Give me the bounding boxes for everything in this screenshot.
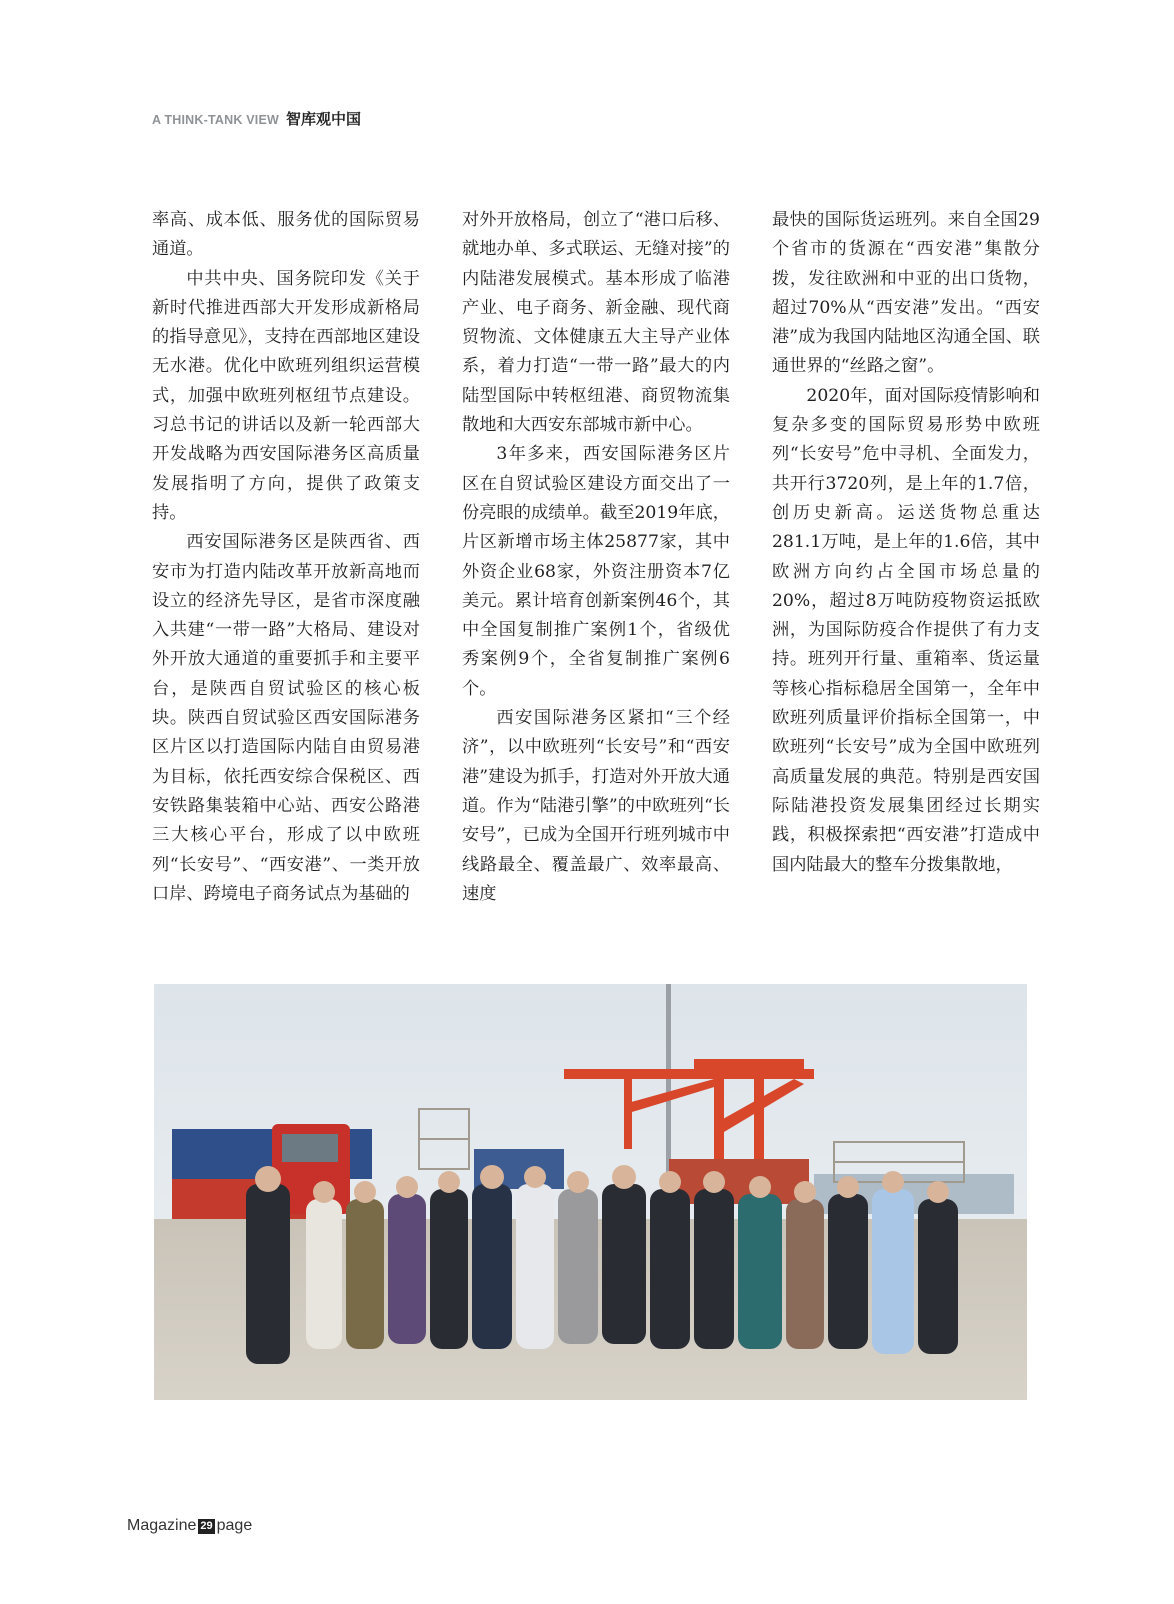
paragraph: 最快的国际货运班列。来自全国29个省市的货源在“西安港”集散分拨，发往欧洲和中亚的出口货物，超过70%从“西安港”发出。“西安港”成为我国内陆地区沟通全国、联通世界的“丝路之窗”。 xyxy=(772,210,1040,377)
paragraph: 率高、成本低、服务优的国际贸易通道。 xyxy=(152,210,420,260)
paragraph: 中共中央、国务院印发《关于新时代推进西部大开发形成新格局的指导意见》，支持在西部地区建设无水港。优化中欧班列组织运营模式，加强中欧班列枢纽节点建设。习总书记的讲话以及新一轮西部大开发战略为西安国际港务区高质量发展指明了方向，提供了政策支持。 xyxy=(152,268,420,523)
paragraph: 西安国际港务区紧扣“三个经济”，以中欧班列“长安号”和“西安港”建设为抓手，打造对外开放大通道。作为“陆港引擎”的中欧班列“长安号”，已成为全国开行班列城市中线路最全、覆盖最广、效率最高、速度 xyxy=(462,708,730,904)
paragraph: 3年多来，西安国际港务区片区在自贸试验区建设方面交出了一份亮眼的成绩单。截至2019年底，片区新增市场主体25877家，其中外资企业68家，外资注册资本7亿美元。累计培育创新案例46个，其中全国复制推广案例1个，省级优秀案例9个，全省复制推广案例6个。 xyxy=(462,444,730,699)
paragraph: 对外开放格局，创立了“港口后移、就地办单、多式联运、无缝对接”的内陆港发展模式。基本形成了临港产业、电子商务、新金融、现代商贸物流、文体健康五大主导产业体系，着力打造“一带一路”最大的内陆型国际中转枢纽港、商贸物流集散地和大西安东部城市新中心。 xyxy=(462,210,730,436)
paragraph: 西安国际港务区是陕西省、西安市为打造内陆改革开放新高地而设立的经济先导区，是省市深度融入共建“一带一路”大格局、建设对外开放大通道的重要抓手和主要平台，是陕西自贸试验区的核心板块。陕西自贸试验区西安国际港务区片区以打造国际内陆自由贸易港为目标，依托西安综合保税区、西安铁路集装箱中心站、西安公路港三大核心平台，形成了以中欧班列“长安号”、“西安港”、一类开放口岸、跨境电子商务试点为基础的 xyxy=(152,532,420,904)
group-photo xyxy=(154,984,1027,1400)
text-column-1 xyxy=(152,206,420,909)
footer-magazine-label: Magazine xyxy=(127,1517,197,1534)
page-number: 29 xyxy=(200,1519,213,1532)
header-english-title: A THINK-TANK VIEW xyxy=(152,113,279,127)
header-chinese-title: 智库观中国 xyxy=(286,110,362,128)
text-column-2 xyxy=(462,206,730,909)
footer-page-label: page xyxy=(216,1517,253,1534)
page-footer xyxy=(127,1517,252,1535)
text-column-3 xyxy=(772,206,1040,880)
running-header xyxy=(152,108,361,128)
paragraph: 2020年，面对国际疫情影响和复杂多变的国际贸易形势中欧班列“长安号”危中寻机、全面发力，共开行3720列，是上年的1.7倍，创历史新高。运送货物总重达281.1万吨，是上年的1.6倍，其中欧洲方向约占全国市场总量的20%，超过8万吨防疫物资运抵欧洲，为国际防疫合作提供了有力支持。班列开行量、重箱率、货运量等核心指标稳居全国第一，全年中欧班列质量评价指标全国第一，中欧班列“长安号”成为全国中欧班列高质量发展的典范。特别是西安国际陆港投资发展集团经过长期实践，积极探索把“西安港”打造成中国内陆最大的整车分拨集散地， xyxy=(772,385,1040,875)
